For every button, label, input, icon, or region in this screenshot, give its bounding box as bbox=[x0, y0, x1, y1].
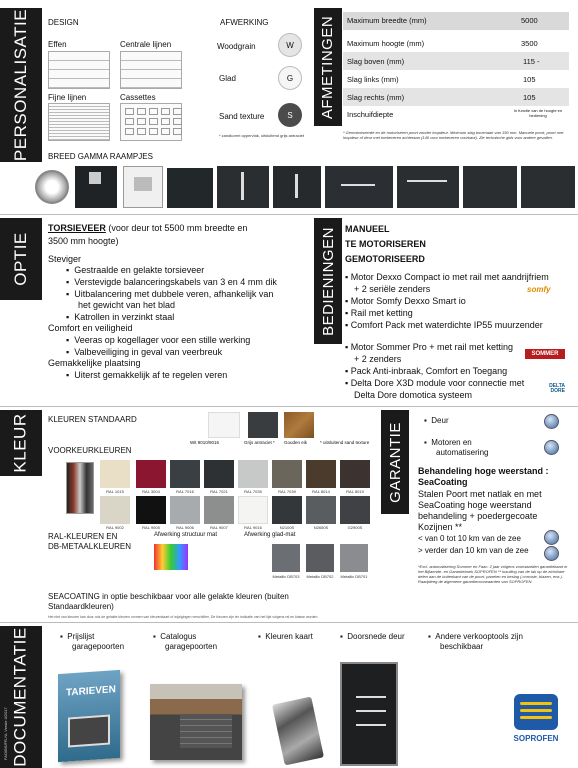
section-documentatie: DOCUMENTATIE bbox=[0, 626, 42, 768]
swatch-ral9002 bbox=[100, 496, 130, 524]
catalogus-image bbox=[150, 684, 242, 760]
optie-c2: ▪ Valbeveiliging in geval van veerbreuk bbox=[66, 347, 223, 357]
sommer-logo: SOMMER bbox=[525, 349, 565, 359]
glad-swatch: G bbox=[278, 66, 302, 90]
window-door-9 bbox=[521, 166, 575, 208]
panel-centrale bbox=[120, 51, 182, 89]
swatch-antraciet bbox=[248, 412, 278, 438]
woodgrain-swatch: W bbox=[278, 33, 302, 57]
kleur-sea2: Standaardkleuren) bbox=[48, 602, 114, 611]
swatch-ral7016 bbox=[170, 460, 200, 488]
swatch-ral3004 bbox=[136, 460, 166, 488]
label-ral3004: RAL 3004 bbox=[142, 489, 160, 494]
afm-row-3: Slag links (mm) 105 bbox=[347, 75, 536, 84]
kleur-gladmat: Afwerking glad-mat bbox=[244, 532, 296, 538]
optie-g1: ▪ Uiterst gemakkelijk af te regelen veren bbox=[66, 370, 228, 380]
optie-gemak: Gemakkelijke plaatsing bbox=[48, 358, 141, 368]
swatch-antraciet-label: Grijs antraciet * bbox=[244, 440, 275, 445]
bed-m6: ▪ Pack Anti-inbraak, Comfort en Toegang bbox=[345, 366, 508, 376]
window-door-1 bbox=[75, 166, 117, 208]
doc-code: FAO/BS/FR-NL Versie 4/2017 bbox=[3, 707, 8, 760]
afm-row-2: Slag boven (mm) 115 - bbox=[343, 52, 569, 70]
bed-m2: ▪ Motor Somfy Dexxo Smart io bbox=[345, 296, 466, 306]
label-ral7021: RAL 7021 bbox=[210, 489, 228, 494]
divider-1 bbox=[0, 214, 578, 215]
swatch-ral8019 bbox=[340, 460, 370, 488]
section-afmetingen: AFMETINGEN bbox=[314, 8, 342, 126]
panel-fijne bbox=[48, 103, 110, 141]
label-ral1015: RAL 1015 bbox=[106, 489, 124, 494]
kleur-standaard: KLEUREN STANDAARD bbox=[48, 415, 137, 424]
doc-prijs: ▪ Prijslijst bbox=[60, 632, 95, 641]
cassette-grid bbox=[121, 104, 181, 139]
bed-gemot: GEMOTORISEERD bbox=[345, 254, 425, 264]
afm-row-4: Slag rechts (mm) 105 bbox=[343, 88, 569, 106]
swatch-db702 bbox=[306, 544, 334, 572]
doc-ander: ▪ Andere verkooptools zijn bbox=[428, 632, 523, 641]
afm-row-0: Maximum breedte (mm) 5000 bbox=[343, 12, 569, 30]
window-door-3 bbox=[167, 168, 213, 208]
label-n2100s: N2100S bbox=[279, 525, 295, 530]
bed-m7: ▪ Delta Dore X3D module voor connectie met bbox=[345, 378, 525, 388]
breed-title: BREED GAMMA RAAMPJES bbox=[48, 152, 153, 161]
doorsnede-door bbox=[340, 662, 398, 766]
swatch-n2100s bbox=[272, 496, 302, 524]
optie-c1: ▪ Veeras op kogellager voor een stille werking bbox=[66, 335, 251, 345]
gar-l5: < van 0 tot 10 km van de zee bbox=[418, 534, 521, 543]
design-title: DESIGN bbox=[48, 18, 79, 27]
section-optie: OPTIE bbox=[0, 218, 42, 300]
gar-beh: Behandeling hoge weerstand : bbox=[418, 466, 549, 476]
panel-cassettes bbox=[120, 103, 182, 141]
window-door-6 bbox=[325, 166, 393, 208]
label-db702: Metallic DB702 bbox=[306, 574, 334, 579]
swatch-eik-label: Gouden eik bbox=[284, 440, 308, 445]
swatch-ral7021 bbox=[204, 460, 234, 488]
swatch-n2650s bbox=[306, 496, 336, 524]
soprofen-logo: SOPROFEN bbox=[506, 694, 566, 750]
window-door-4 bbox=[217, 166, 269, 208]
afm-row-1: Maximum hoogte (mm) 3500 bbox=[347, 39, 538, 48]
swatch-db703 bbox=[272, 544, 300, 572]
doc-kk: ▪ Kleuren kaart bbox=[258, 632, 313, 641]
swatch-ral9007 bbox=[204, 496, 234, 524]
warranty-sea-icon-1 bbox=[544, 530, 559, 545]
bed-m5b: + 2 zenders bbox=[354, 354, 402, 364]
optie-s1: ▪ Gestraalde en gelakte torsieveer bbox=[66, 265, 205, 275]
sand-swatch: S bbox=[278, 103, 302, 127]
gar-motor2: automatisering bbox=[436, 448, 489, 457]
warranty-deur-icon bbox=[544, 414, 559, 429]
label-ral8019: RAL 8019 bbox=[346, 489, 364, 494]
swatch-wit bbox=[208, 412, 240, 438]
kleur-struct: Afwerking structuur mat bbox=[154, 532, 218, 538]
label-db703: Metallic DB703 bbox=[272, 574, 300, 579]
bed-m5: ▪ Motor Sommer Pro + met rail met ketting bbox=[345, 342, 514, 352]
label-ral9016: RAL 9016 bbox=[244, 525, 262, 530]
window-door-8 bbox=[463, 166, 517, 208]
gar-sea: SeaCoating bbox=[418, 477, 468, 487]
afmetingen-note: * Gemotoriseerde en de motoriseren poort zonder loopdeur. Minimum slag bovenaan van 150 mm. Manuele poort, poort met loopdeur of deur met toebeveren achteraan (140 voor toebeveren voorkant). Zie technische gids voor andere gevallen. bbox=[343, 130, 564, 140]
optie-steviger: Steviger bbox=[48, 254, 82, 264]
swatch-ral9006 bbox=[170, 496, 200, 524]
doc-cat2: garagepoorten bbox=[165, 642, 218, 651]
window-door-7 bbox=[397, 166, 459, 208]
bed-m1: ▪ Motor Dexxo Compact io met rail met aandrijfriem bbox=[345, 272, 549, 282]
afwerking-title: AFWERKING bbox=[220, 18, 269, 27]
label-ral9002: RAL 9002 bbox=[106, 525, 124, 530]
ral-palette bbox=[154, 544, 188, 570]
design-cassettes: Cassettes bbox=[120, 93, 156, 102]
kleur-fine: Het niet van kleuren kan door ook de gelakte kleuren vormen van kleurenkaart of wijzigingen verschillen. De kleuren zijn ter indicatie van het lijst volgens ral en klasse worden. bbox=[48, 615, 319, 619]
optie-s3b: het gewicht van het blad bbox=[78, 300, 176, 310]
label-n2650s: N2650S bbox=[313, 525, 329, 530]
section-garantie: GARANTIE bbox=[381, 410, 409, 514]
swatch-ral8014 bbox=[306, 460, 336, 488]
optie-torsie-l2: 3500 mm hoogte) bbox=[48, 236, 119, 246]
optie-s2: ▪ Verstevigde balanceringskabels van 3 en 4 mm dik bbox=[66, 277, 277, 287]
doc-door: ▪ Doorsnede deur bbox=[340, 632, 405, 641]
kleur-voorkeur: VOORKEURKLEUREN bbox=[48, 446, 132, 455]
afwerking-note: * zandkorrel oppervlak, uitsluitend grijs antraciet bbox=[219, 133, 304, 138]
label-g2900s: G2900S bbox=[347, 525, 363, 530]
swatch-note: * uitsluitend sand texture bbox=[320, 440, 370, 445]
gar-l4: Kozijnen ** bbox=[418, 522, 463, 532]
bed-m7b: Delta Dore domotica systeem bbox=[354, 390, 473, 400]
warranty-sea-icon-2 bbox=[544, 546, 559, 561]
gar-motor: ▪ Motoren en bbox=[424, 438, 472, 447]
doc-prijs2: garagepoorten bbox=[72, 642, 125, 651]
gar-l6: > verder dan 10 km van de zee bbox=[418, 546, 529, 555]
label-ral9006: RAL 9006 bbox=[176, 525, 194, 530]
gar-l2: SeaCoating hoge weerstand bbox=[418, 500, 532, 510]
divider-2 bbox=[0, 406, 578, 407]
swatch-db701 bbox=[340, 544, 368, 572]
label-db701: Metallic DB701 bbox=[340, 574, 368, 579]
kleur-ral: RAL-KLEUREN EN bbox=[48, 532, 118, 541]
swatch-ral9005 bbox=[136, 496, 166, 524]
bed-temot: TE MOTORISEREN bbox=[345, 239, 426, 249]
gar-l1: Stalen Poort met natlak en met bbox=[418, 489, 542, 499]
bed-manueel: MANUEEL bbox=[345, 224, 390, 234]
gar-l3: behandeling + poedergecoate bbox=[418, 511, 538, 521]
window-door-5 bbox=[273, 166, 321, 208]
label-ral8014: RAL 8014 bbox=[312, 489, 330, 494]
bed-m4: ▪ Comfort Pack met waterdichte IP55 muurzender bbox=[345, 320, 543, 330]
doc-ander2: beschikbaar bbox=[440, 642, 484, 651]
kleur-sea1: SEACOATING in optie beschikbaar voor alle gelakte kleuren (buiten bbox=[48, 592, 289, 601]
warranty-motor-icon bbox=[544, 440, 559, 455]
afwerking-woodgrain: Woodgrain bbox=[217, 42, 256, 51]
gar-deur: ▪ Deur bbox=[424, 416, 449, 425]
kleur-db: DB-METAALKLEUREN bbox=[48, 542, 131, 551]
afwerking-sand: Sand texture bbox=[219, 112, 265, 121]
swatch-eik bbox=[284, 412, 314, 438]
label-ral9005: RAL 9005 bbox=[142, 525, 160, 530]
color-fan bbox=[66, 462, 94, 514]
design-centrale: Centrale lijnen bbox=[120, 40, 172, 49]
swatch-wit-label: Wit 9010/9016 bbox=[190, 440, 220, 445]
tarieven-book: TARIEVEN bbox=[58, 670, 120, 762]
gar-fine: *Excl. automatisering Sommer en Faac: 2 jaar volgens voorwaarden garantiekaart in het Bijlaende- en Garantieboek SOPROFEN ** Inzuiling van de lak op de zichtbare delen aan de buitenkant van de poort, panelen en beslag (.corrosie, blazen, enz.). Raadpleeg de algemene garantievoorwaarden van SOPROFEN. bbox=[418, 564, 568, 584]
window-door-2 bbox=[123, 166, 163, 208]
section-bedieningen: BEDIENINGEN bbox=[314, 218, 342, 344]
label-ral9007: RAL 9007 bbox=[210, 525, 228, 530]
bed-m1b: + 2 seriële zenders bbox=[354, 284, 431, 294]
swatch-ral1015 bbox=[100, 460, 130, 488]
label-ral7016: RAL 7016 bbox=[176, 489, 194, 494]
afwerking-glad: Glad bbox=[219, 74, 236, 83]
swatch-ral7039 bbox=[272, 460, 302, 488]
label-ral7039: RAL 7039 bbox=[278, 489, 296, 494]
optie-s3: ▪ Uitbalancering met dubbele veren, afhankelijk van bbox=[66, 289, 274, 299]
section-personalisatie: PERSONALISATIE bbox=[0, 8, 42, 162]
label-ral7035: RAL 7035 bbox=[244, 489, 262, 494]
doc-cat: ▪ Catalogus bbox=[153, 632, 197, 641]
deltadore-logo: DELTA DORE bbox=[549, 383, 565, 394]
design-effen: Effen bbox=[48, 40, 67, 49]
optie-torsie: TORSIEVEER (voor deur tot 5500 mm breedte en bbox=[48, 223, 248, 233]
windows-row bbox=[35, 166, 575, 210]
section-kleur: KLEUR bbox=[0, 410, 42, 476]
optie-s4: ▪ Katrollen in verzinkt staal bbox=[66, 312, 175, 322]
window-round bbox=[35, 170, 69, 204]
swatch-ral7035 bbox=[238, 460, 268, 488]
design-fijne: Fijne lijnen bbox=[48, 93, 87, 102]
swatch-ral9016 bbox=[238, 496, 268, 524]
optie-comfort: Comfort en veiligheid bbox=[48, 323, 133, 333]
panel-effen bbox=[48, 51, 110, 89]
kleurenkaart-image bbox=[272, 697, 324, 766]
somfy-logo: somfy bbox=[527, 285, 551, 294]
bed-m3: ▪ Rail met ketting bbox=[345, 308, 413, 318]
swatch-g2900s bbox=[340, 496, 370, 524]
divider-3 bbox=[0, 622, 578, 623]
afm-row-5: Inschuifdiepte In functie van de hoogte en bediening bbox=[347, 108, 563, 119]
